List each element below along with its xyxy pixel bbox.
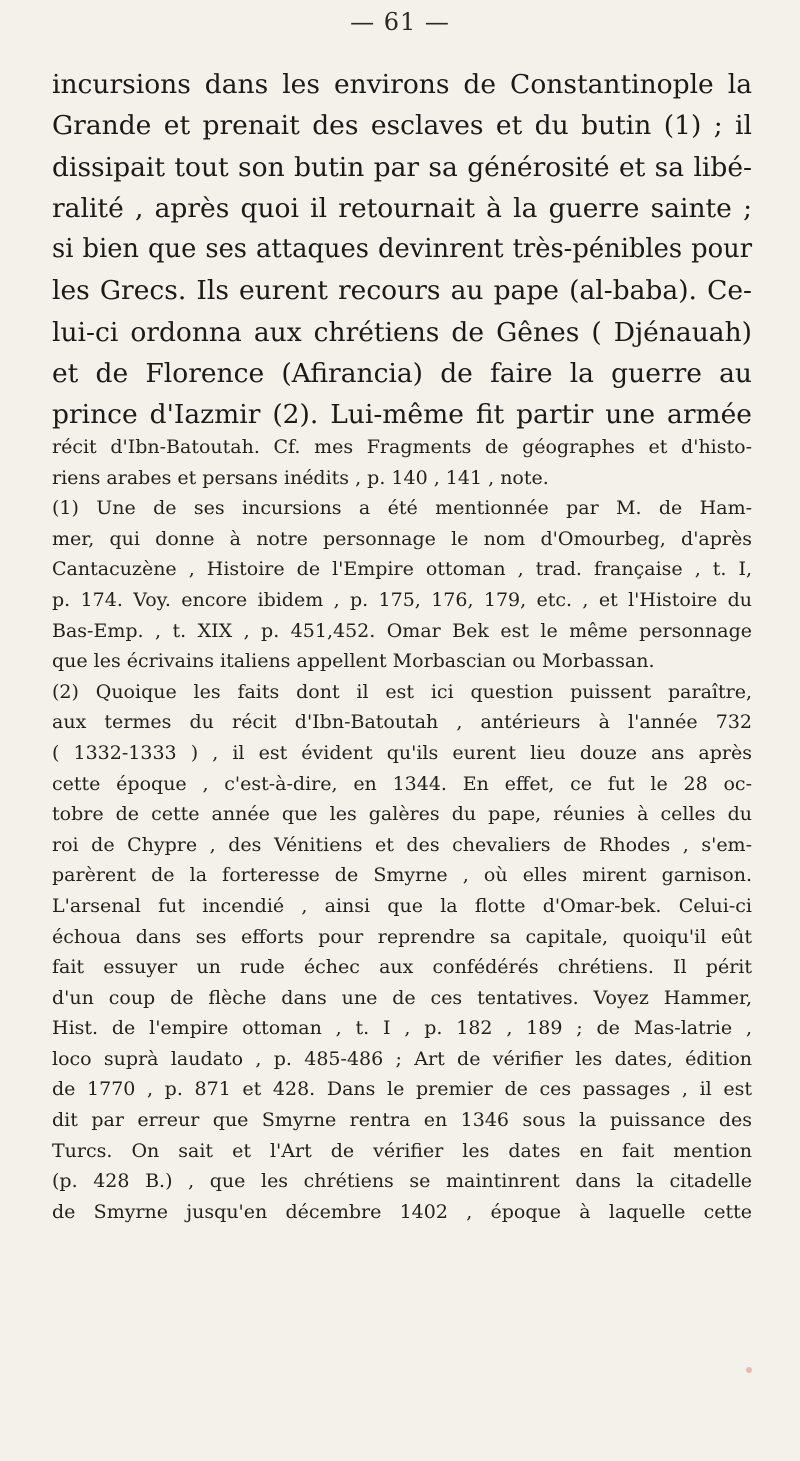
main-line: incursions dans les environs de Constantinople la xyxy=(52,69,752,100)
footnote-line: (p. 428 B.) , que les chrétiens se maintinrent dans la citadelle xyxy=(52,1170,752,1193)
footnote-line: mer, qui donne à notre personnage le nom d'Omourbeg, d'après xyxy=(52,527,752,550)
footnote-line: récit d'Ibn-Batoutah. Cf. mes Fragments de géographes et d'histo- xyxy=(52,436,752,458)
main-line: les Grecs. Ils eurent recours au pape (al-baba). Ce- xyxy=(52,275,752,307)
footnote-line: parèrent de la forteresse de Smyrne , où elles mirent garnison. xyxy=(52,864,752,887)
footnote-line: dit par erreur que Smyrne rentra en 1346 sous la puissance des xyxy=(52,1109,752,1132)
footnote-line: p. 174. Voy. encore ibidem , p. 175, 176, 179, etc. , et l'Histoire du xyxy=(52,588,752,611)
footnote-line: Cantacuzène , Histoire de l'Empire ottoman , trad. française , t. I, xyxy=(52,558,752,581)
footnote-line: fait essuyer un rude échec aux confédérés chrétiens. Il périt xyxy=(52,956,752,979)
footnotes xyxy=(52,432,752,1227)
main-line: et de Florence (Afirancia) de faire la guerre au xyxy=(52,358,752,390)
footnote-line: loco suprà laudato , p. 485-486 ; Art de vérifier les dates, édition xyxy=(52,1047,752,1070)
footnote-line: roi de Chypre , des Vénitiens et des chevaliers de Rhodes , s'em- xyxy=(52,833,752,856)
footnote-line: ( 1332-1333 ) , il est évident qu'ils eurent lieu douze ans après xyxy=(52,741,752,764)
main-line: Grande et prenait des esclaves et du butin (1) ; il xyxy=(52,110,752,142)
footnote-line: aux termes du récit d'Ibn-Batoutah , antérieurs à l'année 732 xyxy=(52,711,752,734)
footnote-line: de 1770 , p. 871 et 428. Dans le premier de ces passages , il est xyxy=(52,1078,752,1101)
footnote-line: (2) Quoique les faits dont il est ici question puissent paraître, xyxy=(52,680,752,703)
footnote-line: Bas-Emp. , t. XIX , p. 451,452. Omar Bek est le même personnage xyxy=(52,619,752,642)
footnote-line: Hist. de l'empire ottoman , t. I , p. 182 , 189 ; de Mas-latrie , xyxy=(52,1017,752,1040)
main-line: lui-ci ordonna aux chrétiens de Gênes ( Djénauah) xyxy=(52,316,752,348)
main-line: prince d'Iazmir (2). Lui-même fit partir une armée xyxy=(52,399,752,431)
main-text xyxy=(52,64,752,436)
paper-stain xyxy=(746,1367,752,1373)
main-line: dissipait tout son butin par sa générosité et sa libé- xyxy=(52,151,752,183)
footnote-line: riens arabes et persans inédits , p. 140 , 141 , note. xyxy=(52,466,549,489)
page-number: — 61 — xyxy=(350,8,450,36)
main-line: ralité , après quoi il retournait à la guerre sainte ; xyxy=(52,192,752,224)
footnote-line: d'un coup de flèche dans une de ces tentatives. Voyez Hammer, xyxy=(52,986,752,1009)
footnote-line: que les écrivains italiens appellent Morbascian ou Morbassan. xyxy=(52,650,655,673)
footnote-line: Turcs. On sait et l'Art de vérifier les dates en fait mention xyxy=(52,1139,752,1162)
footnote-line: échoua dans ses efforts pour reprendre sa capitale, quoiqu'il eût xyxy=(52,925,752,948)
main-line: si bien que ses attaques devinrent très-pénibles pour xyxy=(52,234,752,265)
footnote-line: L'arsenal fut incendié , ainsi que la flotte d'Omar-bek. Celui-ci xyxy=(52,894,752,917)
footnote-line: tobre de cette année que les galères du pape, réunies à celles du xyxy=(52,803,752,826)
footnote-line: (1) Une de ses incursions a été mentionnée par M. de Ham- xyxy=(52,497,752,520)
footnote-line: de Smyrne jusqu'en décembre 1402 , époque à laquelle cette xyxy=(52,1200,752,1223)
footnote-line: cette époque , c'est-à-dire, en 1344. En effet, ce fut le 28 oc- xyxy=(52,772,752,795)
